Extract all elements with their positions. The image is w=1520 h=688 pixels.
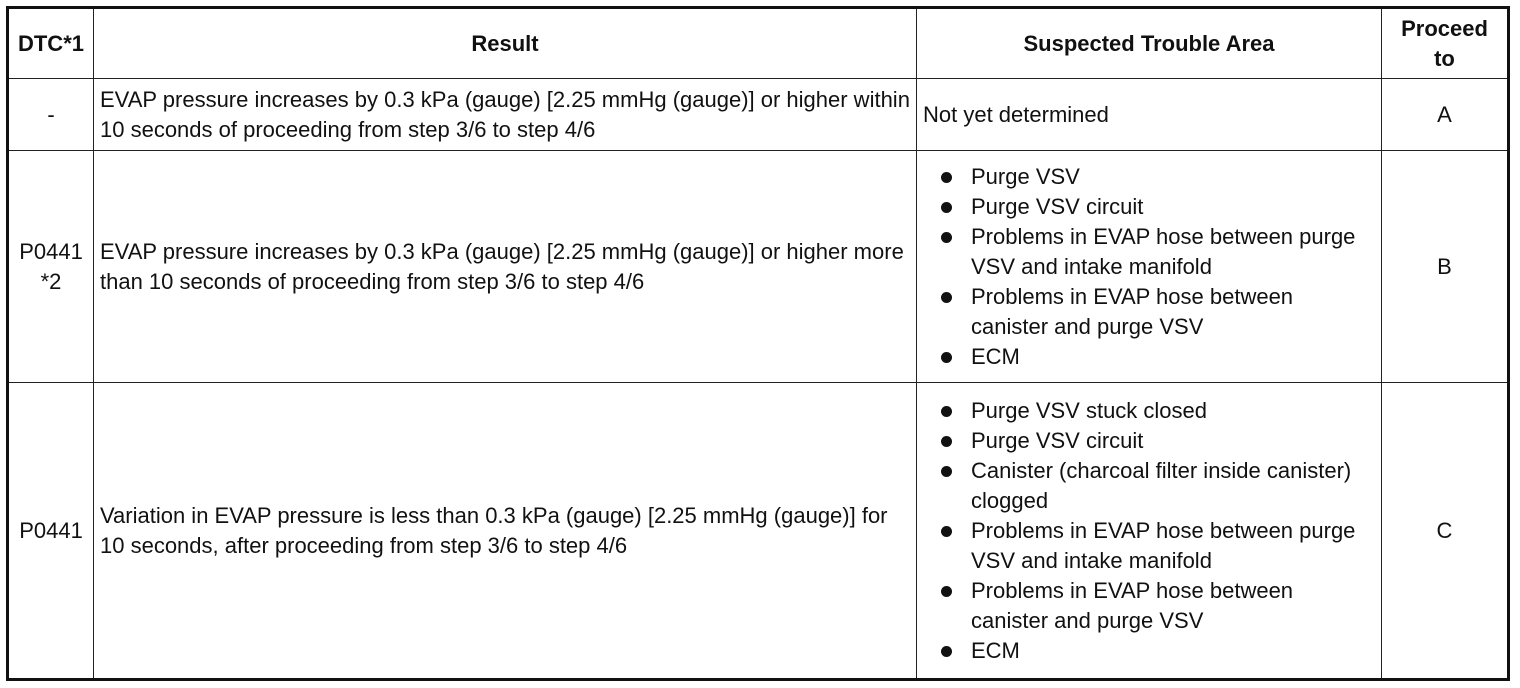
list-item: Problems in EVAP hose between purge VSV and intake manifold — [923, 222, 1375, 282]
table-row — [8, 79, 1509, 151]
list-item: Problems in EVAP hose between canister and purge VSV — [923, 282, 1375, 342]
suspected-area-cell: Not yet determined — [917, 79, 1382, 151]
list-item: Purge VSV — [923, 162, 1375, 192]
dtc-code: P0441 — [19, 238, 83, 264]
suspected-area-cell — [917, 151, 1382, 383]
proceed-to-cell: B — [1382, 151, 1509, 383]
document-container — [6, 6, 1510, 681]
result-cell: EVAP pressure increases by 0.3 kPa (gauge) [2.25 mmHg (gauge)] or higher more than 10 seconds of proceeding from step 3/6 to step 4/6 — [94, 151, 917, 383]
header-suspected-area: Suspected Trouble Area — [917, 8, 1382, 79]
dtc-cell: P0441 — [8, 383, 94, 680]
list-item: Problems in EVAP hose between canister and purge VSV — [923, 576, 1375, 636]
list-item: Problems in EVAP hose between purge VSV and intake manifold — [923, 516, 1375, 576]
dtc-table — [6, 6, 1510, 681]
table-row — [8, 151, 1509, 383]
header-proceed-to: Proceed to — [1382, 8, 1509, 79]
proceed-to-cell: A — [1382, 79, 1509, 151]
suspected-area-cell — [917, 383, 1382, 680]
suspected-area-list — [923, 162, 1375, 372]
list-item: Purge VSV stuck closed — [923, 396, 1375, 426]
header-dtc: DTC*1 — [8, 8, 94, 79]
suspected-area-list — [923, 396, 1375, 666]
proceed-to-cell: C — [1382, 383, 1509, 680]
result-cell: Variation in EVAP pressure is less than 0.3 kPa (gauge) [2.25 mmHg (gauge)] for 10 seconds, after proceeding from step 3/6 to step 4/6 — [94, 383, 917, 680]
list-item: Purge VSV circuit — [923, 426, 1375, 456]
dtc-cell: - — [8, 79, 94, 151]
result-cell: EVAP pressure increases by 0.3 kPa (gauge) [2.25 mmHg (gauge)] or higher within 10 seconds of proceeding from step 3/6 to step 4/6 — [94, 79, 917, 151]
list-item: ECM — [923, 342, 1375, 372]
table-header-row — [8, 8, 1509, 79]
list-item: ECM — [923, 636, 1375, 666]
list-item: Canister (charcoal filter inside canister) clogged — [923, 456, 1375, 516]
dtc-cell — [8, 151, 94, 383]
list-item: Purge VSV circuit — [923, 192, 1375, 222]
table-row — [8, 383, 1509, 680]
header-result: Result — [94, 8, 917, 79]
dtc-note: *2 — [40, 268, 62, 294]
